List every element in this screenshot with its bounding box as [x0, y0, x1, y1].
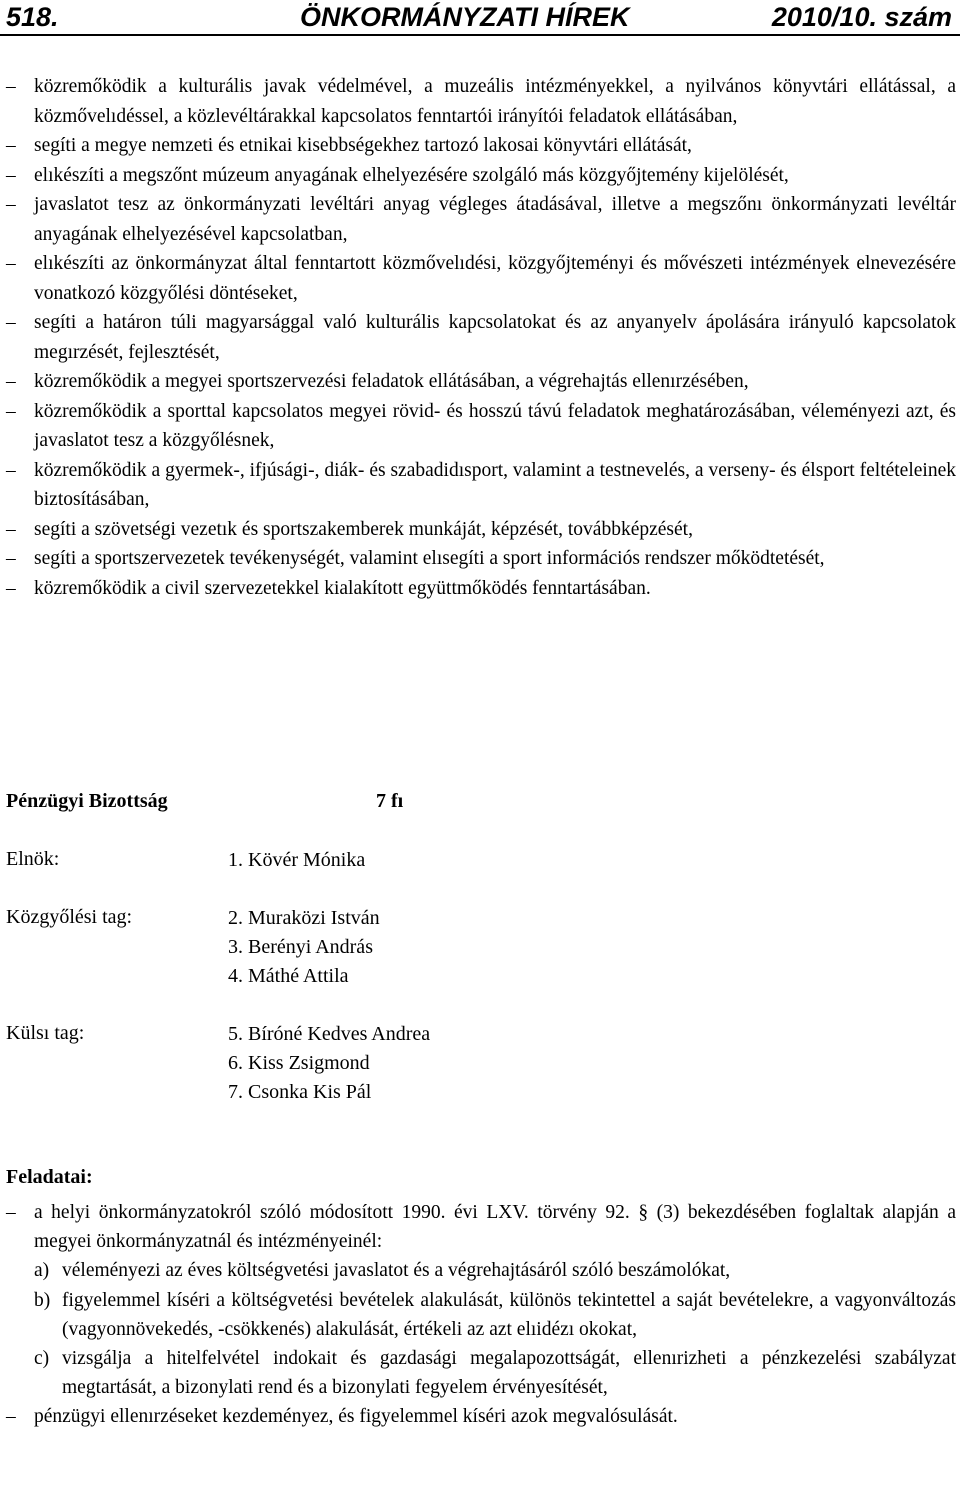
subitem-text: véleményezi az éves költségvetési javaslatot és a végrehajtásáról szóló beszámolókat,	[62, 1260, 731, 1282]
duties-list	[6, 72, 956, 603]
list-item: – közremőködik a sporttal kapcsolatos megyei rövid- és hosszú távú feladatok meghatározásában, véleményezi azt, és javaslatot tesz a közgyőlésnek,	[6, 397, 956, 456]
list-item: – segíti a határon túli magyarsággal való kulturális kapcsolatokat és az anyanyelv ápolására irányuló kapcsolatok megırzését, fejlesztését,	[6, 308, 956, 367]
list-item: – segíti a szövetségi vezetık és sportszakemberek munkáját, képzését, továbbképzését,	[6, 515, 956, 545]
list-item: – segíti a sportszervezetek tevékenységét, valamint elısegíti a sport információs rendszer mőködtetését,	[6, 544, 956, 574]
list-item: – segíti a megye nemzeti és etnikai kisebbségekhez tartozó lakosai könyvtári ellátását,	[6, 131, 956, 161]
assembly-member-label: Közgyőlési tag:	[6, 906, 133, 928]
subitem-letter: a)	[34, 1260, 50, 1282]
tasks-list	[6, 1198, 956, 1432]
external-member: 5. Bíróné Kedves Andrea	[228, 1023, 431, 1045]
task-item	[6, 1198, 956, 1256]
chair-member: 1. Kövér Mónika	[228, 849, 366, 871]
list-item: – közremőködik a kulturális javak védelmével, a muzeális intézményekkel, a nyilvános könyvtári ellátással, a közmővelıdéssel, a közlevéltárakkal kapcsolatos fenntartói irányítói feladatok ellátásában,	[6, 72, 956, 131]
subitem-letter: c)	[34, 1348, 50, 1370]
task-subitems	[6, 1256, 956, 1402]
page-header	[0, 0, 960, 36]
page-number: 518.	[6, 2, 59, 32]
committee-size: 7 fı	[376, 790, 404, 812]
subitem-text: vizsgálja a hitelfelvétel indokait és gazdasági megalapozottságát, ellenırizheti a pénzkezelési szabályzat megtartását, a bizonylati rend és a bizonylati fegyelem érvényesítését,	[62, 1348, 956, 1399]
list-item: – közremőködik a civil szervezetekkel kialakított együttmőködés fenntartásában.	[6, 574, 956, 604]
publication-title: ÖNKORMÁNYZATI HÍREK	[300, 2, 630, 32]
assembly-member: 3. Berényi András	[228, 936, 373, 958]
list-item: – elıkészíti a megszőnt múzeum anyagának elhelyezésére szolgáló más közgyőjtemény kijelölését,	[6, 161, 956, 191]
task-intro: – a helyi önkormányzatokról szóló módosított 1990. évi LXV. törvény 92. § (3) bekezdésében foglaltak alapján a megyei önkormányzatnál és intézményeinél:	[34, 1202, 956, 1253]
task-subitem	[6, 1256, 956, 1285]
chair-label: Elnök:	[6, 848, 60, 870]
committee-title: Pénzügyi Bizottság	[6, 790, 168, 812]
external-member: 7. Csonka Kis Pál	[228, 1081, 372, 1103]
assembly-member: 4. Máthé Attila	[228, 965, 349, 987]
subitem-text: figyelemmel kíséri a költségvetési bevételek alakulását, különös tekintettel a saját bevételekre, a vagyonváltozás (vagyonnövekedés, -csökkenés) alakulását, értékeli az azt elıidézı okokat,	[62, 1289, 956, 1340]
subitem-letter: b)	[34, 1289, 51, 1311]
list-item: – elıkészíti az önkormányzat által fenntartott közmővelıdési, közgyőjteményi és mővészeti intézmények elnevezésére vonatkozó közgyőlési döntéseket,	[6, 249, 956, 308]
task-subitem	[6, 1344, 956, 1402]
external-member-label: Külsı tag:	[6, 1022, 85, 1044]
external-member: 6. Kiss Zsigmond	[228, 1052, 370, 1074]
assembly-member: 2. Muraközi István	[228, 907, 380, 929]
list-item: – közremőködik a megyei sportszervezési feladatok ellátásában, a végrehajtás ellenırzésében,	[6, 367, 956, 397]
task-item	[6, 1402, 956, 1431]
list-item: – javaslatot tesz az önkormányzati levéltári anyag végleges átadásával, illetve a megszőnı önkormányzati levéltár anyagának elhelyezésével kapcsolatban,	[6, 190, 956, 249]
tasks-heading: Feladatai:	[6, 1166, 93, 1188]
list-item: – közremőködik a gyermek-, ifjúsági-, diák- és szabadidısport, valamint a testnevelés, a verseny- és élsport feltételeinek biztosításában,	[6, 456, 956, 515]
task-subitem	[6, 1286, 956, 1344]
issue-number: 2010/10. szám	[771, 2, 952, 32]
task-last: – pénzügyi ellenırzéseket kezdeményez, és figyelemmel kíséri azok megvalósulását.	[34, 1406, 678, 1428]
